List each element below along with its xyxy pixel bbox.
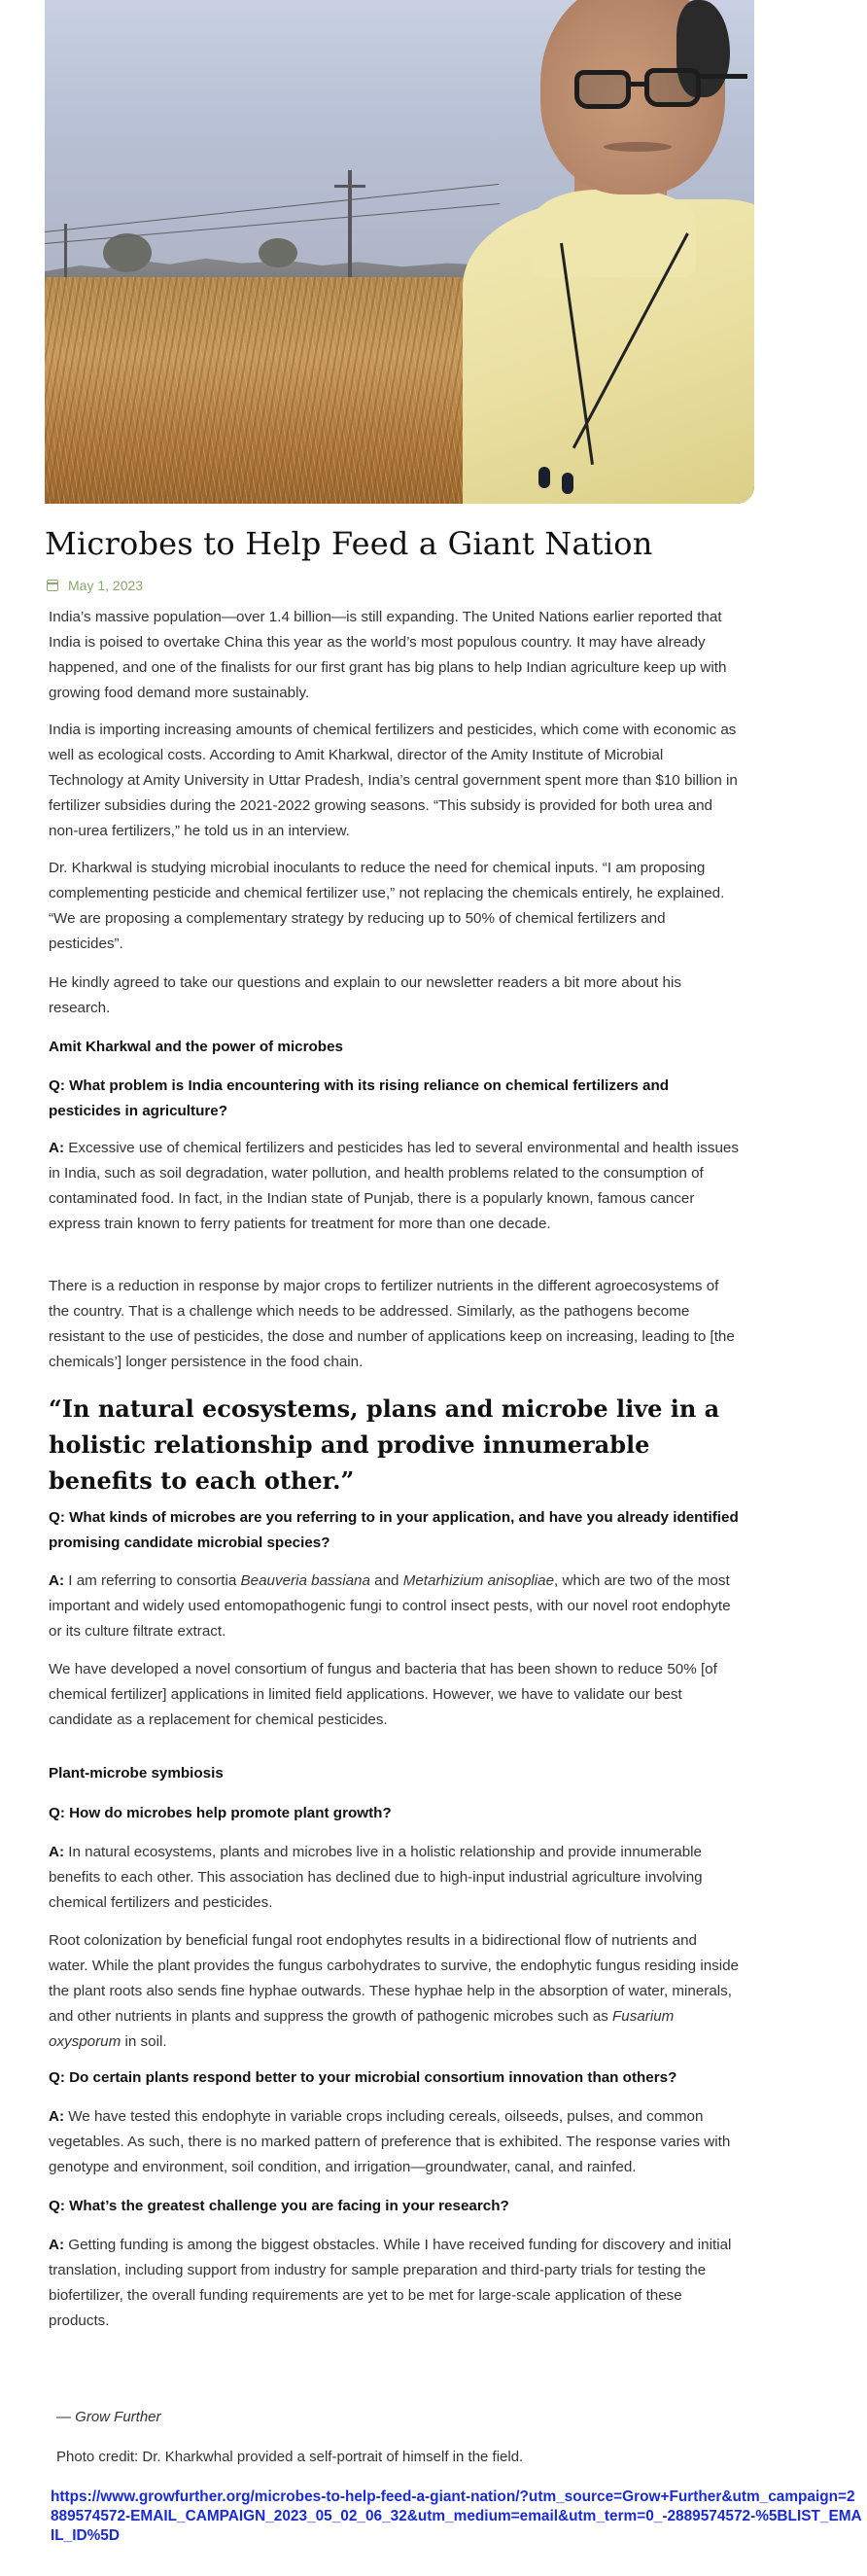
photo-tree <box>259 238 297 267</box>
answer-text: Root colonization by beneficial fungal root endophytes results in a bidirectional flow of nutrients and water. While the plant provides the fungus carbohydrates to survive, the endophytic fungus residing inside the plant roots also sends fine hyphae outwards. These hyphae help in the absorption of water, minerals, and other nutrients in plants and suppress the growth of pathogenic microbes such as <box>49 1932 740 2025</box>
hero-photo <box>45 0 754 504</box>
calendar-icon <box>47 580 58 591</box>
article-signature: — Grow Further <box>56 2409 161 2425</box>
answer-label: A: <box>49 2237 65 2253</box>
source-link[interactable]: https://www.growfurther.org/microbes-to-help-feed-a-giant-nation/?utm_source=Grow+Further&utm_campaign=2889574572-EMAIL_CAMPAIGN_2023_05_02_06_32&utm_medium=email&utm_term=0_-2889574572-%5BLIST_EMAIL_ID%5D <box>51 2488 862 2544</box>
section-heading: Plant-microbe symbiosis <box>49 1765 224 1782</box>
photo-glasses-lens <box>644 68 701 107</box>
answer-text: I am referring to consortia <box>64 1572 241 1589</box>
interview-answer-continued <box>49 1928 739 2055</box>
answer-label: A: <box>49 1572 65 1589</box>
article-date-row <box>47 578 143 593</box>
interview-answer <box>49 2233 739 2334</box>
photo-mustache <box>604 142 672 152</box>
photo-utility-pole-arm <box>334 185 365 188</box>
article-title: Microbes to Help Feed a Giant Nation <box>45 525 653 562</box>
answer-label: A: <box>49 1140 65 1156</box>
photo-earbud <box>562 473 573 494</box>
photo-utility-pole <box>348 170 352 287</box>
answer-text: Getting funding is among the biggest obstacles. While I have received funding for discovery and initial translation, including support from industry for sample preparation and third-party trials for testing the biofertilizer, the overall funding requirements are yet to be met for large-scale application of these products. <box>49 2237 732 2329</box>
interview-answer <box>49 1569 739 1644</box>
interview-question: Q: What kinds of microbes are you referring to in your application, and have you already identified promising candidate microbial species? <box>49 1509 739 1551</box>
section-heading: Amit Kharkwal and the power of microbes <box>49 1039 343 1055</box>
answer-text: , which are two of the most important and widely used entomopathogenic fungi to control insect pests, with our novel root endophyte or its culture filtrate extract. <box>49 1572 731 1640</box>
answer-text: In natural ecosystems, plants and microbes live in a holistic relationship and provide innumerable benefits to each other. This association has declined due to high-input industrial agriculture involving chemical fertilizers and pesticides. <box>49 1844 703 1911</box>
article-paragraph: He kindly agreed to take our questions and explain to our newsletter readers a bit more about his research. <box>49 974 681 1016</box>
article-paragraph: Dr. Kharkwal is studying microbial inoculants to reduce the need for chemical inputs. “I am proposing complementing pesticide and chemical fertilizer use,” not replacing the chemicals entirely, he explained. “We are proposing a complementary strategy by reducing up to 50% of chemical fertilizers and pesticides”. <box>49 860 725 952</box>
article-paragraph: India’s massive population—over 1.4 billion—is still expanding. The United Nations earlier reported that India is poised to overtake China this year as the world’s most populous country. It may have already happened, and one of the finalists for our first grant has big plans to help Indian agriculture keep up with growing food demand more sustainably. <box>49 609 727 701</box>
interview-question: Q: How do microbes help promote plant growth? <box>49 1805 392 1821</box>
species-name: Metarhizium anisopliae <box>402 1572 555 1589</box>
pull-quote: “In natural ecosystems, plans and microbe live in a holistic relationship and prodive innumerable benefits to each other.” <box>49 1394 720 1495</box>
photo-glasses-lens <box>574 70 631 109</box>
photo-glasses-arm <box>699 74 747 79</box>
photo-earbud <box>538 467 550 488</box>
interview-answer-continued: There is a reduction in response by major crops to fertilizer nutrients in the different agroecosystems of the country. That is a challenge which needs to be addressed. Similarly, as the pathogens become resistant to the use of pesticides, the dose and number of applications keep on increasing, leading to [the chemicals’] longer persistence in the food chain. <box>49 1278 735 1370</box>
interview-answer <box>49 2104 739 2180</box>
photo-tree <box>103 233 152 272</box>
article-paragraph: India is importing increasing amounts of chemical fertilizers and pesticides, which come with economic as well as ecological costs. According to Amit Kharkwal, director of the Amity Institute of Microbial Technology at Amity University in Uttar Pradesh, India’s central government spent more than $10 billion in fertilizer subsidies during the 2021-2022 growing seasons. “This subsidy is provided for both urea and non-urea fertilizers,” he told us in an interview. <box>49 722 738 839</box>
answer-label: A: <box>49 2108 65 2125</box>
species-name: Fusarium oxysporum <box>49 2008 675 2050</box>
answer-text: Excessive use of chemical fertilizers and pesticides has led to several environmental and health issues in India, such as soil degradation, water pollution, and health problems related to the consumption of contaminated food. In fact, in the Indian state of Punjab, there is a popularly known, famous cancer express train known to ferry patients for treatment for more than one decade. <box>49 1140 739 1232</box>
interview-question: Q: What’s the greatest challenge you are facing in your research? <box>49 2198 509 2214</box>
article-date: May 1, 2023 <box>68 578 144 593</box>
interview-answer <box>49 1136 739 1237</box>
interview-question: Q: Do certain plants respond better to your microbial consortium innovation than others? <box>49 2069 677 2086</box>
answer-text: in soil. <box>121 2033 167 2050</box>
interview-answer <box>49 1840 739 1916</box>
answer-text: We have tested this endophyte in variable crops including cereals, oilseeds, pulses, and common vegetables. As such, there is no marked pattern of preference that is exhibited. The response varies with genotype and environment, soil condition, and irrigation—groundwater, canal, and rainfed. <box>49 2108 731 2175</box>
answer-label: A: <box>49 1844 65 1860</box>
photo-glasses-bridge <box>628 82 647 87</box>
photo-utility-pole <box>64 224 67 282</box>
interview-question: Q: What problem is India encountering with its rising reliance on chemical fertilizers and pesticides in agriculture? <box>49 1077 669 1119</box>
species-name: Beauveria bassiana <box>240 1572 370 1589</box>
interview-answer-continued: We have developed a novel consortium of fungus and bacteria that has been shown to reduce 50% [of chemical fertilizer] applications in limited field applications. However, we have to validate our best candidate as a replacement for chemical pesticides. <box>49 1661 717 1728</box>
photo-credit: Photo credit: Dr. Kharkwhal provided a self-portrait of himself in the field. <box>56 2449 524 2465</box>
answer-text: and <box>369 1572 403 1589</box>
